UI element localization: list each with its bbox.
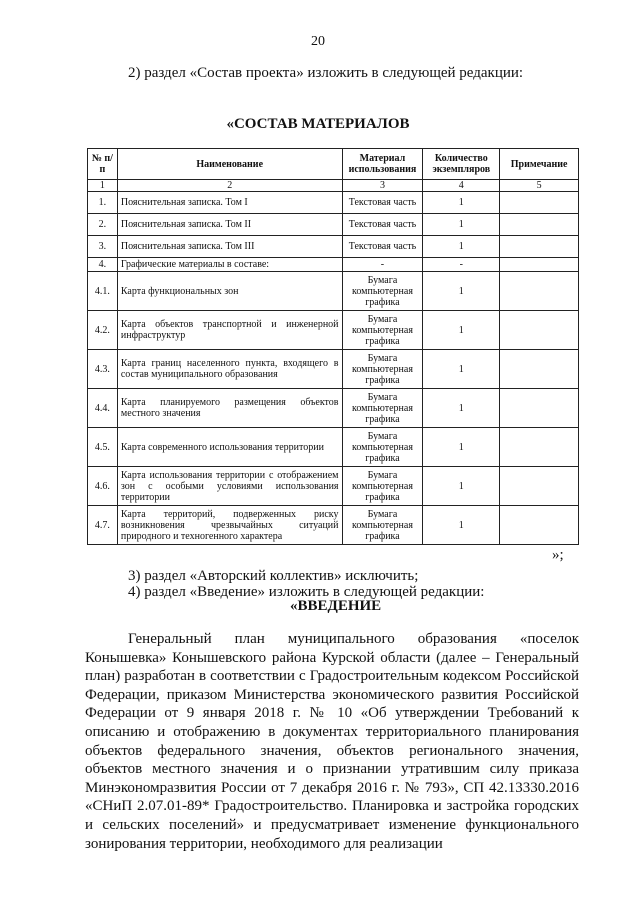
row-note — [500, 214, 579, 236]
row-name: Карта территорий, подверженных риску возникновения чрезвычайных ситуаций природного и техногенного характера — [117, 506, 342, 545]
colnum-3: 3 — [342, 180, 423, 192]
table-row — [88, 272, 579, 311]
header-quantity: Количество экземпляров — [423, 149, 500, 180]
row-name: Карта границ населенного пункта, входящего в состав муниципального образования — [117, 350, 342, 389]
table-row — [88, 192, 579, 214]
row-num: 4.6. — [88, 467, 118, 506]
header-name: Наименование — [117, 149, 342, 180]
row-quantity: 1 — [423, 214, 500, 236]
table-row — [88, 236, 579, 258]
row-material: Текстовая часть — [342, 214, 423, 236]
row-num: 4.7. — [88, 506, 118, 545]
row-num: 4.4. — [88, 389, 118, 428]
row-material: Бумага компьютерная графика — [342, 506, 423, 545]
colnum-4: 4 — [423, 180, 500, 192]
table-row — [88, 214, 579, 236]
colnum-5: 5 — [500, 180, 579, 192]
row-note — [500, 272, 579, 311]
row-material: Бумага компьютерная графика — [342, 389, 423, 428]
colnum-1: 1 — [88, 180, 118, 192]
row-num: 4.5. — [88, 428, 118, 467]
row-note — [500, 428, 579, 467]
row-name: Карта современного использования территории — [117, 428, 342, 467]
row-quantity: 1 — [423, 236, 500, 258]
row-name: Графические материалы в составе: — [117, 258, 342, 272]
row-material: - — [342, 258, 423, 272]
row-note — [500, 389, 579, 428]
row-material: Бумага компьютерная графика — [342, 272, 423, 311]
row-quantity: 1 — [423, 428, 500, 467]
row-num: 4.2. — [88, 311, 118, 350]
row-note — [500, 506, 579, 545]
row-note — [500, 258, 579, 272]
row-num: 4.1. — [88, 272, 118, 311]
row-quantity: 1 — [423, 467, 500, 506]
materials-heading: «СОСТАВ МАТЕРИАЛОВ — [226, 116, 410, 132]
item-2-text: 2) раздел «Состав проекта» изложить в следующей редакции: — [128, 65, 524, 81]
item-4-text: 4) раздел «Введение» изложить в следующей редакции: — [128, 584, 485, 600]
table-row — [88, 506, 579, 545]
table-row — [88, 389, 579, 428]
table-row — [88, 350, 579, 389]
materials-table — [87, 148, 579, 545]
row-num: 1. — [88, 192, 118, 214]
page-number: 20 — [311, 34, 325, 49]
row-note — [500, 192, 579, 214]
colnum-2: 2 — [117, 180, 342, 192]
row-material: Бумага компьютерная графика — [342, 428, 423, 467]
closing-quote-mark: »; — [552, 547, 564, 563]
row-note — [500, 467, 579, 506]
row-note — [500, 236, 579, 258]
introduction-heading: «ВВЕДЕНИЕ — [290, 598, 382, 614]
table-row — [88, 428, 579, 467]
row-note — [500, 311, 579, 350]
row-material: Бумага компьютерная графика — [342, 350, 423, 389]
row-quantity: 1 — [423, 389, 500, 428]
header-note: Примечание — [500, 149, 579, 180]
table-header-row — [88, 149, 579, 180]
row-quantity: 1 — [423, 506, 500, 545]
row-quantity: - — [423, 258, 500, 272]
row-num: 2. — [88, 214, 118, 236]
row-name: Пояснительная записка. Том II — [117, 214, 342, 236]
table-row — [88, 467, 579, 506]
row-name: Пояснительная записка. Том I — [117, 192, 342, 214]
row-name: Карта использования территории с отображением зон с особыми условиями использования территории — [117, 467, 342, 506]
row-material: Бумага компьютерная графика — [342, 467, 423, 506]
introduction-body-text: Генеральный план муниципального образования «поселок Конышевка» Конышевского района Курской области (далее – Генеральный план) разработан в соответствии с Градостроительным кодексом Российской Федерации, приказом Министерства экономического развития Российской Федерации от 9 января 2018 г. № 10 «Об утверждении Требований к описанию и отображению в документах территориального планирования объектов федерального значения, объектов регионального значения, объектов местного значения и о признании утратившим силу приказа Минэкономразвития России от 7 декабря 2016 г. № 793», СП 42.13330.2016 «СНиП 2.07.01-89* Градостроительство. Планировка и застройка городских и сельских поселений» и предусматривает изменение функционального зонирования территории, необходимого для реализации — [85, 631, 579, 852]
header-num: № п/п — [88, 149, 118, 180]
table-row — [88, 258, 579, 272]
row-num: 3. — [88, 236, 118, 258]
row-name: Карта функциональных зон — [117, 272, 342, 311]
row-name: Пояснительная записка. Том III — [117, 236, 342, 258]
row-quantity: 1 — [423, 350, 500, 389]
row-quantity: 1 — [423, 311, 500, 350]
row-quantity: 1 — [423, 272, 500, 311]
item-3-text: 3) раздел «Авторский коллектив» исключить; — [128, 568, 419, 584]
row-material: Текстовая часть — [342, 236, 423, 258]
row-note — [500, 350, 579, 389]
row-num: 4.3. — [88, 350, 118, 389]
row-material: Текстовая часть — [342, 192, 423, 214]
row-num: 4. — [88, 258, 118, 272]
row-material: Бумага компьютерная графика — [342, 311, 423, 350]
column-number-row — [88, 180, 579, 192]
row-quantity: 1 — [423, 192, 500, 214]
table-row — [88, 311, 579, 350]
row-name: Карта объектов транспортной и инженерной инфраструктур — [117, 311, 342, 350]
header-material: Материал использования — [342, 149, 423, 180]
row-name: Карта планируемого размещения объектов местного значения — [117, 389, 342, 428]
